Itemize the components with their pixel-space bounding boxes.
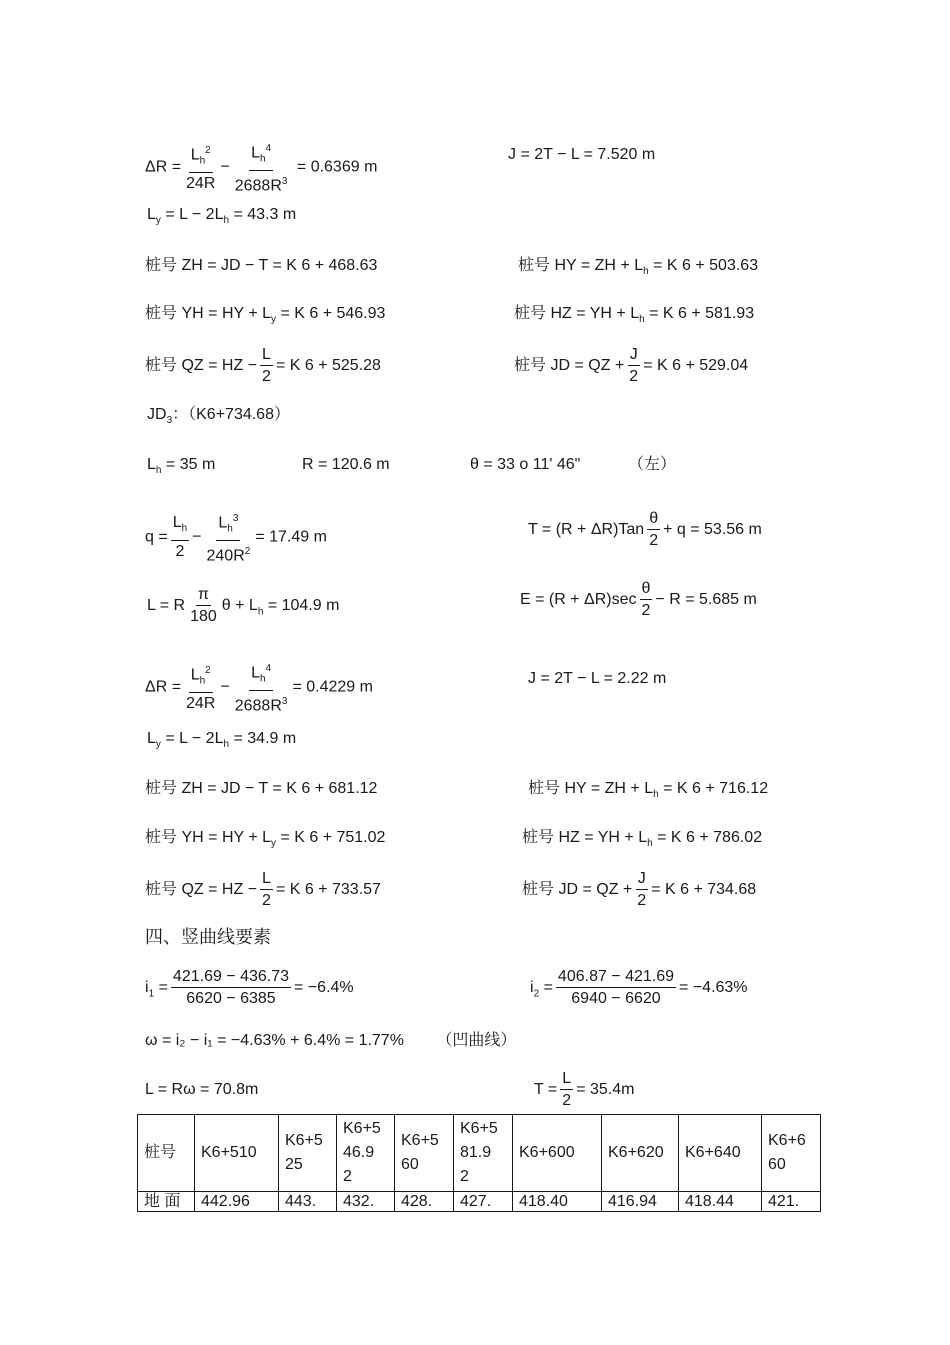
vc-T-value: = 35.4m xyxy=(576,1081,635,1099)
J-formula-jd2: J = 2T − L = 7.520 m xyxy=(508,146,656,163)
ZH-value-jd3: K 6 + 681.12 xyxy=(286,780,378,797)
ZH-formula-jd2: 桩号 ZH = JD − T = K 6 + 468.63 xyxy=(145,257,378,274)
omega-formula: ω = i₂ − i₁ = −4.63% + 6.4% = 1.77% （凹曲线） xyxy=(145,1032,517,1049)
L-formula-jd3: L = R $\frac{\pi}{180}$ $\theta + L_h = 104.9$ m xyxy=(147,586,340,625)
ground-cell: 416.94 xyxy=(602,1192,679,1212)
ground-cell: 432. xyxy=(337,1192,395,1212)
HZ-value-jd2: K 6 + 581.93 xyxy=(662,305,755,322)
dR-formula-jd3: ΔR = $\frac{L_h^2}{24R}$ − $\frac{L_h^4}{2688R^3}$ = 0.4229 m xyxy=(145,660,373,715)
i1-value: = −6.4% xyxy=(294,979,354,997)
ZH-formula-jd3: 桩号 ZH = JD − T = K 6 + 681.12 xyxy=(145,780,378,797)
station-cell: K6+620 xyxy=(602,1115,679,1192)
i2-formula: $i_2$ = $\frac{406.87 - 421.69}{6940 - 6620}$ = −4.63% xyxy=(530,968,748,1007)
ground-label: 地 面 xyxy=(138,1192,195,1212)
dR-formula-jd2: ΔR = $\frac{L_h^2}{24R}$ − $\frac{L_h^4}{2688R^3}$ = 0.6369 m xyxy=(145,140,377,195)
HY-formula-jd3: 桩号 HY = ZH + $L_h = K$ 6 + 716.12 xyxy=(528,780,769,801)
HZ-formula-jd2: 桩号 HZ = YH + $L_h = K$ 6 + 581.93 xyxy=(514,305,755,326)
vc-L-formula: L = Rω = 70.8m xyxy=(145,1081,259,1098)
HY-formula-jd2: 桩号 HY = ZH + $L_h = K$ 6 + 503.63 xyxy=(518,257,759,278)
JD-value-jd3: K 6 + 734.68 xyxy=(664,881,757,899)
dR-value-jd3: 0.4229 m xyxy=(306,678,373,696)
station-cell: K6+5 60 xyxy=(395,1115,454,1192)
QZ-value-jd2: K 6 + 525.28 xyxy=(289,357,381,375)
omega-value: = i₂ − i₁ = −4.63% + 6.4% = 1.77% xyxy=(161,1032,404,1049)
HY-value-jd3: K 6 + 716.12 xyxy=(676,780,769,797)
q-formula-jd3: q = $\frac{L_h}{2}$ − $\frac{L_h^3}{240R^2}$ = 17.49 m xyxy=(145,510,327,565)
theta-jd3: θ = 33 o 11' 46" xyxy=(470,456,581,473)
YH-formula-jd3: 桩号 YH = HY + $L_y = K$ 6 + 751.02 xyxy=(145,829,386,850)
jd3-heading: $JD_3$：（K6+734.68） xyxy=(147,406,290,427)
station-cell: K6+600 xyxy=(513,1115,602,1192)
E-value-jd3: 5.685 m xyxy=(698,591,757,609)
E-formula-jd3: E = (R + ΔR)sec $\frac{\theta}{2}$ − R = 5.685 m xyxy=(520,580,757,619)
Ly-formula-jd3: $L_y = L - 2L_h = 34.9$ m xyxy=(147,730,297,751)
JD-formula-jd2: 桩号 JD = QZ + $\frac{J}{2}$ = K 6 + 529.04 xyxy=(514,346,749,385)
q-value-jd3: 17.49 m xyxy=(269,528,327,546)
section-title-vertical-curve: 四、竖曲线要素 xyxy=(145,927,271,948)
J-value-jd2: 7.520 m xyxy=(597,146,656,163)
YH-formula-jd2: 桩号 YH = HY + $L_y = K$ 6 + 546.93 xyxy=(145,305,386,326)
T-value-jd3: 53.56 m xyxy=(704,521,762,539)
ground-cell: 418.44 xyxy=(679,1192,762,1212)
ground-cell: 421. xyxy=(762,1192,821,1212)
JD-formula-jd3: 桩号 JD = QZ + $\frac{J}{2}$ = K 6 + 734.68 xyxy=(522,870,757,909)
station-cell: K6+5 25 xyxy=(279,1115,337,1192)
YH-value-jd2: K 6 + 546.93 xyxy=(294,305,386,322)
ground-cell: 427. xyxy=(454,1192,513,1212)
omega-note: （凹曲线） xyxy=(436,1032,517,1049)
table-row xyxy=(138,1115,821,1192)
vc-T-formula: T = $\frac{L}{2}$ = 35.4m xyxy=(534,1070,635,1109)
table-row xyxy=(138,1192,821,1212)
ground-cell: 418.40 xyxy=(513,1192,602,1212)
station-cell: K6+6 60 xyxy=(762,1115,821,1192)
station-cell: K6+640 xyxy=(679,1115,762,1192)
ground-cell: 428. xyxy=(395,1192,454,1212)
HZ-formula-jd3: 桩号 HZ = YH + $L_h = K$ 6 + 786.02 xyxy=(522,829,763,850)
T-formula-jd3: T = (R + ΔR)Tan $\frac{\theta}{2}$ + q = 53.56 m xyxy=(528,510,762,549)
QZ-formula-jd2: 桩号 QZ = HZ − $\frac{L}{2}$ = K 6 + 525.28 xyxy=(145,346,381,385)
Ly-value-jd2: 43.3 m xyxy=(247,206,297,223)
ZH-value-jd2: K 6 + 468.63 xyxy=(286,257,378,274)
HZ-value-jd3: K 6 + 786.02 xyxy=(670,829,763,846)
station-cell: K6+5 81.9 2 xyxy=(454,1115,513,1192)
Lh-jd3: $L_h = 35$ m xyxy=(147,456,216,477)
YH-value-jd3: K 6 + 751.02 xyxy=(294,829,386,846)
ground-cell: 442.96 xyxy=(195,1192,279,1212)
QZ-value-jd3: K 6 + 733.57 xyxy=(289,881,381,899)
Ly-value-jd3: 34.9 m xyxy=(247,730,297,747)
HY-value-jd2: K 6 + 503.63 xyxy=(666,257,759,274)
dR-value-jd2: 0.6369 m xyxy=(310,158,378,176)
ground-cell: 443. xyxy=(279,1192,337,1212)
i1-formula: $i_1$ = $\frac{421.69 - 436.73}{6620 - 6385}$ = −6.4% xyxy=(145,968,354,1007)
Ly-formula-jd2: $L_y = L - 2L_h = 43.3$ m xyxy=(147,206,297,227)
station-cell: K6+5 46.9 2 xyxy=(337,1115,395,1192)
QZ-formula-jd3: 桩号 QZ = HZ − $\frac{L}{2}$ = K 6 + 733.57 xyxy=(145,870,381,909)
JD-value-jd2: K 6 + 529.04 xyxy=(656,357,749,375)
L-value-jd3: 104.9 m xyxy=(281,597,340,615)
i2-value: = −4.63% xyxy=(679,979,748,997)
station-cell: K6+510 xyxy=(195,1115,279,1192)
direction-jd3: （左） xyxy=(628,456,677,473)
J-value-jd3: 2.22 m xyxy=(617,670,667,687)
R-jd3: R = 120.6 m xyxy=(302,456,390,473)
ground-elevation-table xyxy=(137,1114,821,1212)
table-header-label: 桩号 xyxy=(138,1115,195,1192)
J-formula-jd3: J = 2T − L = 2.22 m xyxy=(528,670,667,687)
